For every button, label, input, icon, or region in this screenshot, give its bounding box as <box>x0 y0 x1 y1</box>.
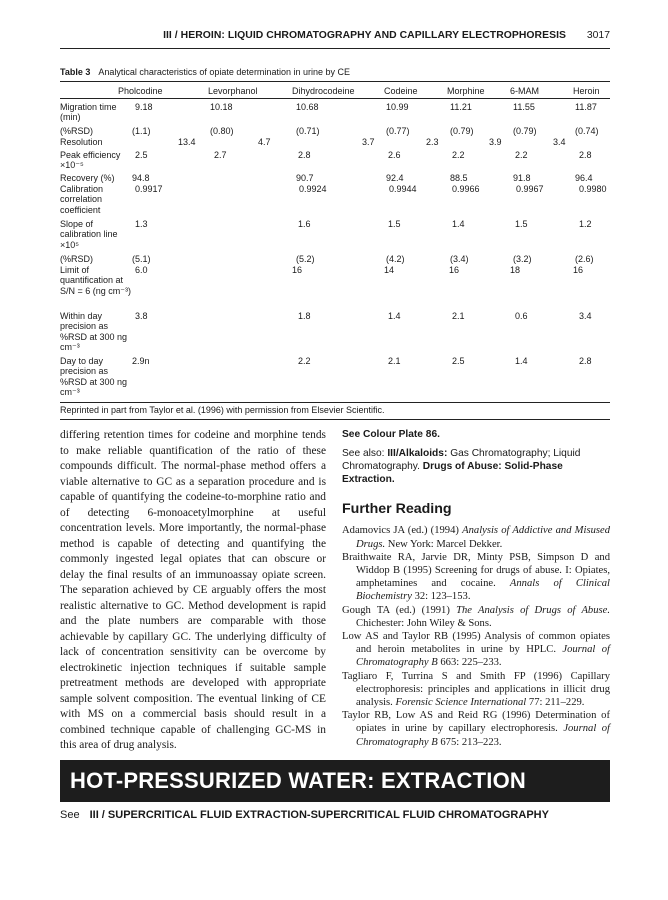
page-number: 3017 <box>586 30 610 41</box>
table-cell: 10.18 <box>210 102 233 112</box>
banner-title: HOT-PRESSURIZED WATER: EXTRACTION <box>70 768 526 793</box>
table-cell: 1.2 <box>579 219 592 229</box>
table-cell: 2.1 <box>388 356 401 366</box>
table-bottom-rule <box>60 402 610 403</box>
col-header-dihydrocodeine: Dihydrocodeine <box>292 86 355 96</box>
see-also-link[interactable]: Drugs of Abuse: Solid-Phase Extraction. <box>342 460 563 485</box>
table-cell: 16 <box>573 265 584 275</box>
table-caption-text: Analytical characteristics of opiate determination in urine by CE <box>98 67 350 77</box>
table-cell: (0.79) <box>450 126 474 136</box>
table-cell: (3.4) <box>450 254 469 264</box>
row-label-resolution: Resolution <box>60 137 103 147</box>
running-head <box>60 30 610 44</box>
table-cell: 94.8 <box>132 173 150 183</box>
table-cell: 10.68 <box>296 102 319 112</box>
reference-item: Adamovics JA (ed.) (1994) Analysis of Addictive and Misused Drugs. New York: Marcel Dekker. <box>342 525 610 550</box>
table-cell: 0.9924 <box>299 184 327 194</box>
table-cell: 16 <box>449 265 460 275</box>
table-cell: (0.71) <box>296 126 320 136</box>
table-cell: 11.21 <box>450 102 472 112</box>
right-column <box>342 428 610 749</box>
table-cell: 2.7 <box>214 150 227 160</box>
see-prefix: See <box>60 809 80 821</box>
table-cell: (0.74) <box>575 126 599 136</box>
table-cell: 88.5 <box>450 173 468 183</box>
table-cell: 3.4 <box>553 137 566 147</box>
row-label-rsd: (%RSD) <box>60 254 93 264</box>
row-label-migration: Migration time (min) <box>60 102 117 123</box>
col-header-6mam: 6-MAM <box>510 86 539 96</box>
col-header-pholcodine: Pholcodine <box>118 86 163 96</box>
table-top-rule <box>60 81 610 82</box>
table-cell: 96.4 <box>575 173 593 183</box>
table-cell: (0.80) <box>210 126 234 136</box>
table-cell: (1.1) <box>132 126 151 136</box>
row-label-within-day: Within day precision as %RSD at 300 ng cm⁻³ <box>60 311 128 353</box>
section-banner <box>60 760 610 802</box>
table-cell: (0.79) <box>513 126 537 136</box>
table-cell: 10.99 <box>386 102 409 112</box>
table-cell: 2.9n <box>132 356 150 366</box>
table-cell: 2.6 <box>388 150 401 160</box>
table-cell: 13.4 <box>178 137 196 147</box>
table-label: Table 3 <box>60 67 91 77</box>
table-cell: (3.2) <box>513 254 532 264</box>
table-cell: 1.3 <box>135 219 148 229</box>
reference-item: Gough TA (ed.) (1991) The Analysis of Drugs of Abuse. Chichester: John Wiley & Sons. <box>342 604 610 629</box>
table-cell: 2.2 <box>515 150 528 160</box>
reference-list <box>342 524 610 748</box>
table-cell: 2.8 <box>579 356 592 366</box>
row-label-rsd: (%RSD) <box>60 126 93 136</box>
table-cell: 0.6 <box>515 311 528 321</box>
table-cell: 0.9944 <box>389 184 417 194</box>
table-header-rule <box>60 98 610 99</box>
reference-item: Low AS and Taylor RB (1995) Analysis of common opiates and heroin metabolites in urine by HPLC. Journal of Chromatography B 663: 225–233. <box>342 631 610 669</box>
table-cell: 2.5 <box>452 356 465 366</box>
row-label-efficiency: Peak efficiency ×10⁻⁵ <box>60 150 121 171</box>
row-label-calibration: Calibration correlation coefficient <box>60 184 104 215</box>
table-cell: 3.7 <box>362 137 375 147</box>
table-cell: 14 <box>384 265 395 275</box>
table-cell: 1.4 <box>452 219 465 229</box>
table-cell: 1.6 <box>298 219 311 229</box>
table-cell: 2.2 <box>452 150 465 160</box>
table-cell: 2.2 <box>298 356 311 366</box>
table-cell: 2.5 <box>135 150 148 160</box>
header-rule <box>60 48 610 49</box>
table-cell: 11.87 <box>575 102 597 112</box>
table-footnote-rule <box>60 419 610 420</box>
table-cell: 4.7 <box>258 137 271 147</box>
reference-item: Braithwaite RA, Jarvie DR, Minty PSB, Simpson D and Widdop B (1995) Screening for drugs of abuse. I: Opiates, amphetamines and cocaine. Annals of Clinical Biochemistry 32: 123–153. <box>342 551 610 603</box>
table-cell: 2.8 <box>298 150 311 160</box>
table-cell: 11.55 <box>513 102 535 112</box>
table-cell: 2.1 <box>452 311 465 321</box>
further-reading-heading: Further Reading <box>342 501 452 518</box>
running-head-title: III / HEROIN: LIQUID CHROMATOGRAPHY AND CAPILLARY ELECTROPHORESIS <box>163 30 566 41</box>
table-cell: 16 <box>292 265 303 275</box>
row-label-slope: Slope of calibration line ×10⁵ <box>60 219 118 250</box>
see-also <box>342 448 610 486</box>
table-cell: 1.8 <box>298 311 311 321</box>
table-cell: 90.7 <box>296 173 314 183</box>
table-cell: 92.4 <box>386 173 404 183</box>
table-cell: 18 <box>510 265 521 275</box>
table-cell: (4.2) <box>386 254 405 264</box>
table-cell: (0.77) <box>386 126 410 136</box>
table-footnote: Reprinted in part from Taylor et al. (1996) with permission from Elsevier Scientific. <box>60 405 385 415</box>
see-also-text: Gas Chromatography; Liquid Chromatography. <box>342 448 581 472</box>
table-cell: 1.5 <box>515 219 528 229</box>
table-caption <box>60 67 350 77</box>
col-header-codeine: Codeine <box>384 86 418 96</box>
table-cell: 3.9 <box>489 137 502 147</box>
table-cell: 3.8 <box>135 311 148 321</box>
table-cell: 2.8 <box>579 150 592 160</box>
table-cell: 3.4 <box>579 311 592 321</box>
table-cell: 0.9917 <box>135 184 163 194</box>
table-cell: 91.8 <box>513 173 531 183</box>
reference-item: Tagliaro F, Turrina S and Smith FP (1996) Capillary electrophoresis: principles and applications in illicit drug analysis. Forensic Science International 77: 211–229. <box>342 670 610 709</box>
see-cross-reference <box>60 809 549 821</box>
row-label-loq: Limit of quantification at S/N = 6 (ng cm⁻³) <box>60 265 132 296</box>
table-cell: (2.6) <box>575 254 594 264</box>
table-cell: 0.9980 <box>579 184 607 194</box>
see-target-link[interactable]: III / SUPERCRITICAL FLUID EXTRACTION-SUPERCRITICAL FLUID CHROMATOGRAPHY <box>89 809 549 821</box>
reference-item: Taylor RB, Low AS and Reid RG (1996) Determination of opiates in urine by capillary electrophoresis. Journal of Chromatography B 675: 213–223. <box>342 710 610 748</box>
col-header-morphine: Morphine <box>447 86 485 96</box>
row-label-day-to-day: Day to day precision as %RSD at 300 ng cm⁻³ <box>60 356 128 398</box>
row-label-recovery: Recovery (%) <box>60 173 115 183</box>
body-paragraph: differing retention times for codeine and morphine tends to make reliable quantification of the ratio of these compounds difficult. The normal-phase method offers a viable alternative to GC as a separation procedure and is capable of quantifying the codeine-to-morphine ratio and of detecting 6-monoacetylmorphine at useful concentration levels. More importantly, the normal-phase method is capable of detecting and quantifying the commonly ingested legal opiates that can obscure or delay the final results of an immunoassay opiate screen. The separation achieved by CE arguably offers the most realistic alternative to GC. Method development is rapid and the plate numbers are comparable with those achievable by capillary GC. The underlying difficulty of lack of concentration sensitivity can be overcome by electrokinetic injection techniques if suitable sample pretreatment methods are developed with appropriate sample solvent composition. The eventual linking of CE with MS on a commercial basis should result in a combined technique capable of challenging GC-MS in this area of drug analysis. <box>60 429 326 751</box>
table-cell: 1.4 <box>515 356 528 366</box>
table-cell: 1.5 <box>388 219 401 229</box>
col-header-levorphanol: Levorphanol <box>208 86 258 96</box>
table-cell: (5.2) <box>296 254 315 264</box>
see-also-link[interactable]: III/Alkaloids: <box>387 448 448 459</box>
table-cell: 0.9967 <box>516 184 544 194</box>
table-cell: 0.9966 <box>452 184 480 194</box>
see-also-prefix: See also: <box>342 448 385 459</box>
table-cell: (5.1) <box>132 254 151 264</box>
table-cell: 6.0 <box>135 265 148 275</box>
table-cell: 2.3 <box>426 137 439 147</box>
table-cell: 1.4 <box>388 311 401 321</box>
col-header-heroin: Heroin <box>573 86 600 96</box>
see-colour-plate: See Colour Plate 86. <box>342 429 440 440</box>
table-cell: 9.18 <box>135 102 153 112</box>
